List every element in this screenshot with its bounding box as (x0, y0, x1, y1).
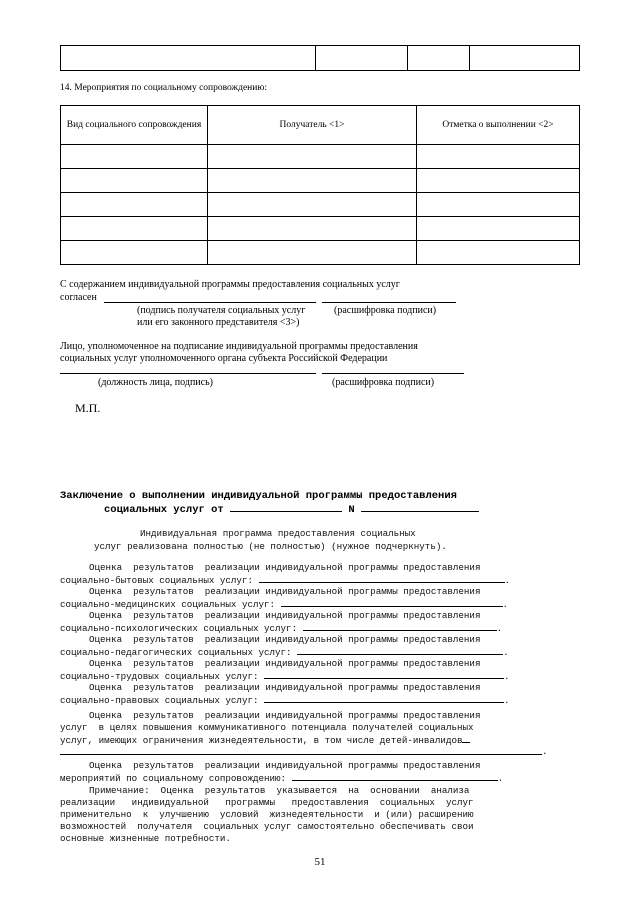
table-cell (61, 46, 316, 71)
table-cell (208, 193, 417, 217)
table-row (61, 241, 580, 265)
eval-prefix: Оценка результатов реализации индивидуальной программы предоставления (89, 760, 481, 771)
recipient-signature-line[interactable] (104, 302, 316, 303)
table-cell (417, 169, 580, 193)
table-cell (470, 46, 580, 71)
note-line-1: Примечание: Оценка результатов указывается на основании анализа (89, 785, 470, 796)
social-support-table (60, 105, 580, 265)
note-line-3: применительно к улучшению условий жизнедеятельности и (или) расширению (60, 809, 474, 820)
table-header-row (61, 106, 580, 145)
eval-pedagogical-field[interactable] (297, 646, 503, 655)
eval-support-field[interactable] (292, 772, 498, 781)
eval-prefix: Оценка результатов реализации индивидуальной программы предоставления (89, 562, 481, 573)
table-cell (208, 217, 417, 241)
authorized-decoding-caption: (расшифровка подписи) (332, 377, 435, 388)
eval-legal-label: социально-правовых социальных услуг: . (60, 695, 510, 706)
note-line-5: основные жизненные потребности. (60, 833, 231, 844)
table-cell (208, 241, 417, 265)
position-signature-caption: (должность лица, подпись) (98, 377, 213, 388)
eval-prefix: Оценка результатов реализации индивидуальной программы предоставления (89, 658, 481, 669)
table-cell (417, 193, 580, 217)
table-cell (61, 193, 208, 217)
conclusion-title-line2: социальных услуг от N (60, 503, 479, 517)
table-row (61, 217, 580, 241)
table-cell (61, 241, 208, 265)
table-row (61, 46, 580, 71)
conclusion-date-field[interactable] (230, 503, 342, 512)
eval-labor-field[interactable] (264, 670, 504, 679)
eval-medical-field[interactable] (281, 598, 503, 607)
eval-communication-text-2: услуг, имеющих ограничения жизнедеятельности, в том числе детей-инвалидов (60, 734, 470, 746)
table-cell (61, 145, 208, 169)
conclusion-number-field[interactable] (361, 503, 479, 512)
table-cell (316, 46, 408, 71)
period: . (542, 746, 548, 757)
page-number: 51 (314, 856, 326, 868)
eval-prefix: Оценка результатов реализации индивидуальной программы предоставления (89, 682, 481, 693)
position-signature-line[interactable] (60, 373, 316, 374)
section-14-title: 14. Мероприятия по социальному сопровождению: (60, 83, 268, 93)
note-line-4: возможностей получателя социальных услуг самостоятельно обеспечивать свои (60, 821, 474, 832)
authorized-person-text-2: социальных услуг уполномоченного органа субъекта Российской Федерации (60, 353, 388, 364)
eval-psychological-label: социально-психологических социальных услуг: . (60, 623, 503, 634)
eval-legal-field[interactable] (264, 694, 504, 703)
eval-medical-label: социально-медицинских социальных услуг: . (60, 599, 509, 610)
eval-psychological-field[interactable] (303, 622, 497, 631)
header-support-type: Вид социального сопровождения (61, 106, 208, 145)
table-cell (61, 217, 208, 241)
recipient-signature-caption: (подпись получателя социальных услуг (137, 305, 306, 316)
table-cell (417, 145, 580, 169)
header-recipient: Получатель <1> (208, 106, 417, 145)
table-row (61, 169, 580, 193)
decoding-caption: (расшифровка подписи) (334, 305, 437, 316)
table-row (61, 193, 580, 217)
table-cell (208, 169, 417, 193)
eval-prefix: Оценка результатов реализации индивидуальной программы предоставления (89, 610, 481, 621)
eval-household-field[interactable] (259, 574, 505, 583)
eval-support-label: мероприятий по социальному сопровождению: . (60, 773, 504, 784)
table-cell (61, 169, 208, 193)
header-completion-mark: Отметка о выполнении <2> (417, 106, 580, 145)
stamp-place: М.П. (75, 401, 101, 415)
eval-prefix: Оценка результатов реализации индивидуальной программы предоставления (89, 634, 481, 645)
eval-labor-label: социально-трудовых социальных услуг: . (60, 671, 510, 682)
authorized-decoding-line[interactable] (322, 373, 464, 374)
eval-communication-text: услуг в целях повышения коммуникативного потенциала получателей социальных (60, 722, 474, 733)
previous-section-table (60, 45, 580, 71)
eval-household-label: социально-бытовых социальных услуг: . (60, 575, 511, 586)
conclusion-intro-2: услуг реализована полностью (не полностью) (нужное подчеркнуть). (94, 541, 447, 552)
consent-agree-label: согласен (60, 292, 97, 303)
recipient-signature-caption-2: или его законного представителя <3>) (137, 317, 300, 328)
conclusion-title-line1: Заключение о выполнении индивидуальной программы предоставления (60, 490, 457, 502)
table-cell (417, 217, 580, 241)
table-cell (408, 46, 470, 71)
conclusion-title (60, 490, 479, 517)
eval-communication-field[interactable] (60, 754, 542, 755)
eval-pedagogical-label: социально-педагогических социальных услуг: . (60, 647, 509, 658)
signature-decoding-line[interactable] (322, 302, 456, 303)
eval-communication-field-start (462, 734, 470, 743)
eval-prefix: Оценка результатов реализации индивидуальной программы предоставления (89, 710, 481, 721)
table-cell (417, 241, 580, 265)
table-row (61, 145, 580, 169)
table-cell (208, 145, 417, 169)
authorized-person-text: Лицо, уполномоченное на подписание индивидуальной программы предоставления (60, 341, 418, 352)
note-line-2: реализации индивидуальной программы предоставления социальных услуг (60, 797, 474, 808)
conclusion-intro-1: Индивидуальная программа предоставления социальных (140, 528, 416, 539)
consent-text: С содержанием индивидуальной программы предоставления социальных услуг (60, 279, 400, 290)
eval-prefix: Оценка результатов реализации индивидуальной программы предоставления (89, 586, 481, 597)
